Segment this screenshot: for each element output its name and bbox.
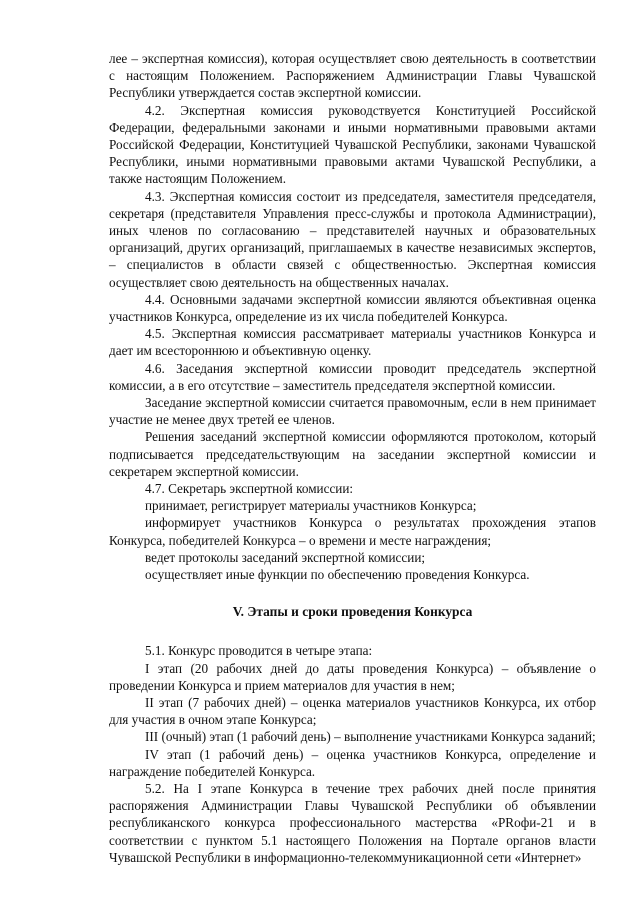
paragraphs-top <box>109 50 596 583</box>
paragraph: 4.3. Экспертная комиссия состоит из председателя, заместителя председателя, секретаря (представителя Управления пресс-службы и протокола Администрации), иных членов по согласованию – представителей научных и образовательных организаций, других организаций, приглашаемых в качестве независимых экспертов, – специалистов в области связей с общественностью. Экспертная комиссия осуществляет свою деятельность на общественных началах. <box>109 188 596 290</box>
paragraph: 5.1. Конкурс проводится в четыре этапа: <box>145 643 373 659</box>
paragraph: осуществляет иные функции по обеспечению проведения Конкурса. <box>145 567 530 583</box>
paragraph: лее – экспертная комиссия), которая осуществляет свою деятельность в соответствии с настоящим Положением. Распоряжением Администрации Главы Чувашской Республики утверждается состав экспертной комиссии. <box>109 51 596 101</box>
section-heading: V. Этапы и сроки проведения Конкурса <box>232 604 473 620</box>
paragraph: Решения заседаний экспертной комиссии оформляются протоколом, который подписывается председательствующим на заседании экспертной комиссии и секретарем экспертной комиссии. <box>109 429 596 479</box>
paragraph: 4.7. Секретарь экспертной комиссии: <box>145 481 354 497</box>
paragraph: 4.4. Основными задачами экспертной комиссии являются объективная оценка участников Конкурса, определение из их числа победителей Конкурса. <box>109 291 596 325</box>
paragraph: Заседание экспертной комиссии считается правомочным, если в нем принимает участие не менее двух третей ее членов. <box>109 395 596 428</box>
paragraph: 4.2. Экспертная комиссия руководствуется Конституцией Российской Федерации, федеральными законами и иными нормативными правовыми актами Российской Федерации, Конституцией Чувашской Республики, законами Чувашской Республики, иными нормативными правовыми актами Чувашской Республики, а также настоящим Положением. <box>109 102 596 187</box>
paragraph: информирует участников Конкурса о результатах прохождения этапов Конкурса, победителей Конкурса – о времени и месте награждения; <box>109 515 596 548</box>
paragraph: IV этап (1 рабочий день) – оценка участников Конкурса, определение и награждение победителей Конкурса. <box>109 746 596 779</box>
paragraph: ведет протоколы заседаний экспертной комиссии; <box>145 549 426 565</box>
paragraph: III (очный) этап (1 рабочий день) – выполнение участниками Конкурса заданий; <box>145 729 596 745</box>
paragraphs-bottom <box>109 642 596 866</box>
paragraph: принимает, регистрирует материалы участников Конкурса; <box>145 498 477 514</box>
paragraph: I этап (20 рабочих дней до даты проведения Конкурса) – объявление о проведении Конкурса и прием материалов для участия в нем; <box>109 660 596 693</box>
paragraph: 4.6. Заседания экспертной комиссии проводит председатель экспертной комиссии, а в его отсутствие – заместитель председателя экспертной комиссии. <box>109 360 596 393</box>
paragraph: 4.5. Экспертная комиссия рассматривает материалы участников Конкурса и дает им всестороннюю и объективную оценку. <box>109 326 596 359</box>
paragraph: 5.2. На I этапе Конкурса в течение трех рабочих дней после принятия распоряжения Администрации Главы Чувашской Республики об объявлении республиканского конкурса профессионального мастерства «PRофи-21 и в соответствии с пунктом 5.1 настоящего Положения на Портале органов власти Чувашской Республики в информационно-телекоммуникационной сети «Интернет» <box>109 780 596 865</box>
paragraph: II этап (7 рабочих дней) – оценка материалов участников Конкурса, их отбор для участия в очном этапе Конкурса; <box>109 694 596 728</box>
